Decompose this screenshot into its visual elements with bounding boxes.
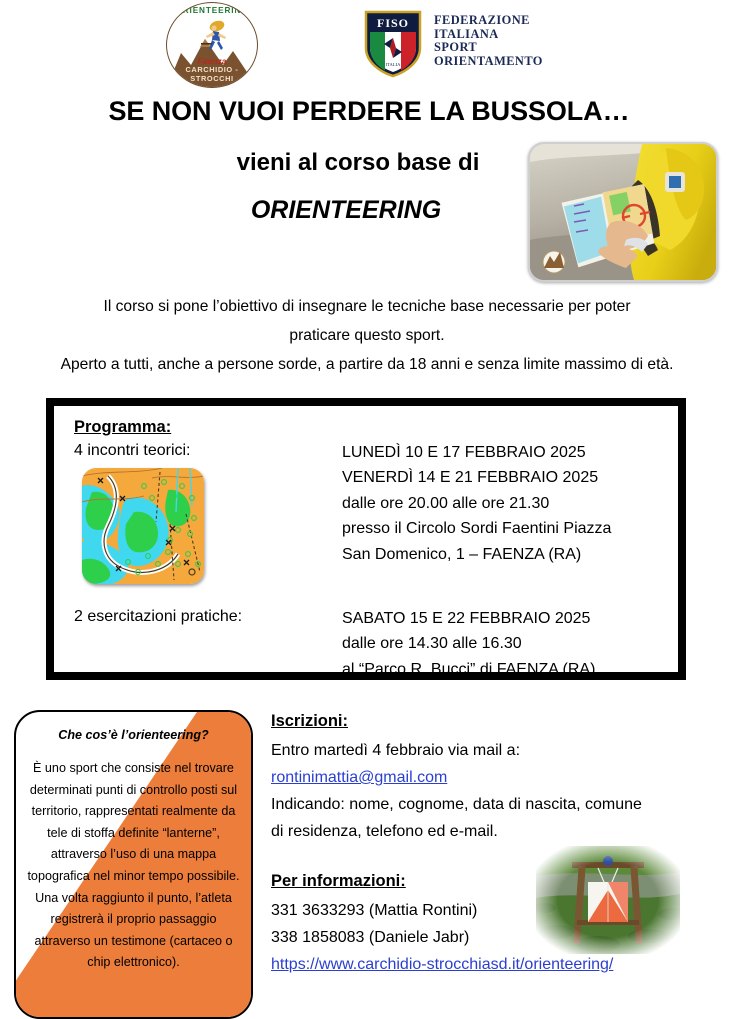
title-line-1: SE NON VUOI PERDERE LA BUSSOLA… — [108, 96, 630, 126]
registration-heading: Iscrizioni: — [271, 712, 349, 730]
club-logo-center-text: Faenza — [197, 56, 227, 66]
registration-email-link[interactable]: rontinimattia@gmail.com — [271, 769, 448, 786]
contact-phone-2: 338 1858083 (Daniele Jabr) — [271, 929, 470, 946]
program-row1-line-4: presso il Circolo Sordi Faentini Piazza — [342, 520, 612, 538]
title-line-2: vieni al corso base di — [236, 149, 480, 176]
program-row1-line-1: LUNEDÌ 10 E 17 FEBBRAIO 2025 — [342, 444, 586, 461]
fiso-text-line-2: ITALIANA — [434, 26, 499, 41]
intro-line-2: praticare questo sport. — [289, 327, 445, 344]
registration-instructions-line-1: Indicando: nome, cognome, data di nascita, comune — [271, 796, 642, 813]
control-flag-image — [536, 846, 680, 954]
title-line-3: ORIENTEERING — [250, 196, 442, 224]
program-row2-line-3: al “Parco R. Bucci” di FAENZA (RA) — [342, 660, 596, 678]
control-flag-photo — [536, 846, 680, 954]
program-row2-line-1: SABATO 15 E 22 FEBBRAIO 2025 — [342, 610, 591, 627]
runner-icon — [199, 19, 233, 55]
fiso-text-line-3: SPORT — [434, 40, 478, 55]
intro-paragraph — [0, 292, 734, 379]
contact-phone-1: 331 3633293 (Mattia Rontini) — [271, 902, 478, 919]
fiso-text-line-1: FEDERAZIONE — [434, 13, 530, 27]
club-logo-circle — [166, 2, 258, 88]
fiso-shield-icon — [362, 8, 424, 78]
hero-photo-image — [530, 144, 716, 280]
program-row1-line-3: dalle ore 20.00 alle ore 21.30 — [342, 494, 550, 512]
registration-section — [271, 712, 711, 845]
what-is-orienteering-box — [14, 710, 253, 1019]
what-is-orienteering-body: È uno sport che consiste nel trovare determinati punti di controllo posti sul territorio, rappresentati realmente da tele di stoffa definite “lanterne”, attraverso l’uso di una mappa topografica nel minor tempo possibile. Una volta raggiunto il punto, l’atleta registrerà il proprio passaggio attraverso un testimone (cartaceo o chip elettronico). — [27, 761, 240, 970]
svg-text:ITALIA: ITALIA — [385, 62, 401, 67]
program-row2-details — [342, 606, 595, 682]
club-logo-arc-top: ORIENTEERING — [175, 5, 249, 16]
program-row1-line-5: San Domenico, 1 – FAENZA (RA) — [342, 545, 582, 563]
program-row1-label: 4 incontri teorici: — [74, 442, 191, 459]
orienteering-map-thumbnail — [82, 468, 204, 584]
hero-photo-runner-with-map — [528, 142, 718, 282]
program-row1-line-2: VENERDÌ 14 E 21 FEBBRAIO 2025 — [342, 469, 599, 487]
program-row1-details — [342, 440, 611, 567]
fiso-text-line-4: ORIENTAMENTO — [434, 53, 543, 68]
website-link[interactable]: https://www.carchidio-strocchiasd.it/orienteering/ — [271, 956, 614, 973]
poster-header — [0, 0, 734, 92]
intro-line-3: Aperto a tutti, anche a persone sorde, a partire da 18 anni e senza limite massimo di età. — [60, 356, 674, 373]
registration-instructions-line-2: di residenza, telefono ed e-mail. — [271, 823, 498, 840]
svg-text:FISO: FISO — [376, 16, 410, 30]
program-box — [46, 398, 686, 680]
registration-deadline: Entro martedì 4 febbraio via mail a: — [271, 742, 521, 759]
program-box-inner — [51, 403, 681, 678]
contacts-heading: Per informazioni: — [271, 872, 406, 890]
fiso-federation-text — [434, 14, 543, 68]
program-row2-line-2: dalle ore 14.30 alle 16.30 — [342, 635, 522, 653]
program-row2-label: 2 esercitazioni pratiche: — [74, 608, 243, 625]
intro-line-1: Il corso si pone l’obiettivo di insegnare le tecniche base necessarie per poter — [103, 298, 631, 315]
club-logo-arc-bottom: CARCHIDIO - STROCCHI — [185, 65, 239, 83]
fiso-logo-block — [362, 8, 622, 82]
program-heading: Programma: — [74, 418, 172, 436]
map-thumbnail-image — [82, 468, 204, 584]
club-logo — [166, 2, 258, 86]
what-is-orienteering-title: Che cos’è l’orienteering? — [58, 728, 209, 742]
